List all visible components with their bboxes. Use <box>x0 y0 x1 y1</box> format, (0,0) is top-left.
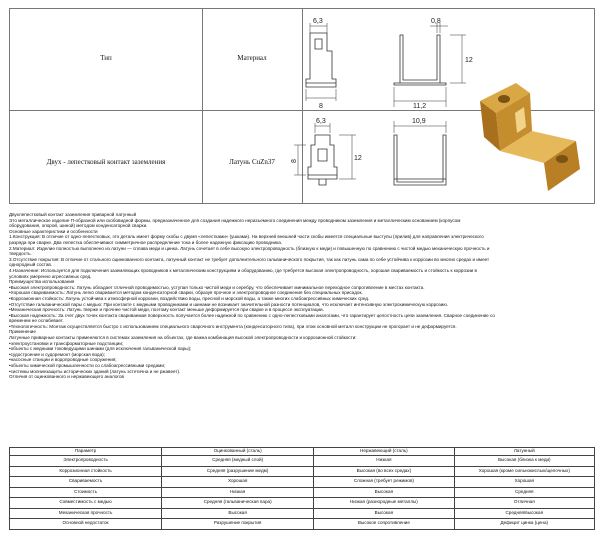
side-view-top <box>394 18 473 110</box>
description-line: •насосные станции и водопроводные сооружения; <box>9 357 117 363</box>
table-cell: Средняя <box>454 487 594 498</box>
table-row <box>10 519 595 530</box>
dim-h2-bottom: 12 <box>354 155 362 162</box>
dim-w1-top: 6,3 <box>313 18 323 25</box>
description-line: Отличия от оцинкованного и нержавеющего аналогов <box>9 374 124 380</box>
table-body <box>10 456 595 530</box>
front-view-bottom <box>291 118 362 185</box>
table-cell: Разрушение покрытия <box>162 519 314 530</box>
description-line: •объекты с медными токоведущими шинами (для исключения гальванической пары); <box>9 346 192 352</box>
table-cell: Высокая (близка к меди) <box>454 456 594 467</box>
technical-drawing <box>10 9 596 205</box>
table-cell: Основной недостаток <box>10 519 162 530</box>
table-cell: Высокая (во всех средах) <box>314 466 454 477</box>
col-brass: Латунный <box>454 448 594 456</box>
dim-h-top: 12 <box>465 57 473 64</box>
table-cell: Высокая <box>314 487 454 498</box>
table-cell: Хорошая <box>162 477 314 488</box>
description-line: разряда при сварке. Два лепестка обеспечивают симметричное распределение тока и более надежную фиксацию проводника. <box>9 239 283 245</box>
description-line: •Коррозионная стойкость: Латунь устойчива к атмосферной коррозии, воздействию воды, пресной и морской воды, а также многих слабоагрессивных химических сред. <box>9 295 370 301</box>
description-line: •Отсутствие гальванической пары с медью: При контакте с медными проводниками и шинами не возникает значительной разности потенциалов, что исключает интенсивную электрохимическую коррозию. <box>9 301 449 307</box>
col-param: Параметр <box>10 448 162 456</box>
description-line: временем не ослабевает. <box>9 318 64 324</box>
description-line: •судостроение и судоремонт (морская вода); <box>9 351 105 357</box>
header-table <box>9 8 595 204</box>
dim-w2-bottom: 10,9 <box>412 118 426 125</box>
description-line: условиях умеренно агрессивных сред. <box>9 273 92 279</box>
table-cell: Высокая <box>314 508 454 519</box>
table-cell: Средняя (гальваническая пара) <box>162 498 314 509</box>
table-cell: Средняя (разрушение медм) <box>162 466 314 477</box>
material-header: Материал <box>237 54 267 62</box>
table-cell: Средняя/высокая <box>454 508 594 519</box>
dim-w2-top: 0,8 <box>431 18 441 25</box>
front-view-top <box>306 18 336 110</box>
description-line: •Высокая надежность: За счет двух точек контакта свариваемая поверхность получается более надежной по сравнению с одно-лепестковыми аналогами, что гарантирует целостность цепи заземления. Сварное соединение со <box>9 312 495 318</box>
table-row <box>10 487 595 498</box>
side-view-bottom <box>394 118 446 185</box>
description-line: •электроустановки и трансформаторные подстанции; <box>9 340 124 346</box>
product-photo <box>480 83 580 191</box>
description-line: •Высокая электропроводность: Латунь обладает отличной проводимостью, уступая только чистой меди и серебру, что обеспечивает минимальное переходное сопротивление в местах контакта. <box>9 284 425 290</box>
description-line: Латунные приварные контакты применяются в системах заземления на объектах, где важна комбинация высокой электропроводности и коррозионной стойкости: <box>9 335 357 341</box>
description-line: Это металлическое изделие П-образной или скобовидной формы, предназначенное для создания надежного неразъемного соединения между проводником заземления и металлическим основанием (корпусом <box>9 217 461 223</box>
description-line: 4.Назначение: Используется для подключения заземляющих проводников к металлическим конструкциям и оборудованию, где требуется высокая электропроводность, хорошая свариваемость и стойкость к коррозии в <box>9 267 477 273</box>
table-cell: Коррозионная стойкость <box>10 466 162 477</box>
description-line: твердость. <box>9 251 32 257</box>
table-cell: Низкая <box>162 487 314 498</box>
table-row <box>10 477 595 488</box>
description-line: •объекты химической промышленности со слабоагрессивными средами; <box>9 363 166 369</box>
table-cell: Отличная <box>454 498 594 509</box>
col-galvanized: Оцинкованный (сталь) <box>162 448 314 456</box>
material-value: Латунь CuZn37 <box>229 158 275 166</box>
description-line: •системы молниезащиты исторических зданий (латунь эстетична и не ржавеет). <box>9 368 181 374</box>
table-cell: Совместимость с медью <box>10 498 162 509</box>
description <box>9 212 595 380</box>
table-row <box>10 456 595 467</box>
table-cell: Низкая <box>314 456 454 467</box>
description-line: Преимущества использования <box>9 279 75 285</box>
table-cell: Высокое сопротивление <box>314 519 454 530</box>
description-line: 2.Материал: Изделие полностью выполнено из латуни — сплава меди и цинка. Латунь сочетает в себе высокую электропроводность (близкую к меди) и повышенную по сравнению с чистой медью механическую прочность и <box>9 245 490 251</box>
table-cell: Сложная (требует режимов) <box>314 477 454 488</box>
type-value: Двух - лепестковый контакт заземления <box>46 158 166 166</box>
description-line: Применение <box>9 329 36 335</box>
table-cell: Дефицит цинка (цена) <box>454 519 594 530</box>
comparison-table <box>9 447 595 530</box>
table-cell: Стоимость <box>10 487 162 498</box>
table-cell: Механическая прочность <box>10 508 162 519</box>
table-cell: Свариваемость <box>10 477 162 488</box>
table-cell: Средняя (медный слой) <box>162 456 314 467</box>
dim-b1-top: 8 <box>319 103 323 110</box>
description-line: Основные характеристики и особенности <box>9 228 98 234</box>
description-title: Двухлепестковый контакт заземления приварной латунный <box>9 212 137 217</box>
table-cell: Низкая (разнородные металлы) <box>314 498 454 509</box>
description-line: оборудования, опорой, шиной) методом конденсаторной сварки. <box>9 223 148 229</box>
description-line: 1.Конструкция: В отличие от одно-лепестковых, это деталь имеет форму скобы с двумя «лепестками» (ушками). На верхней внешней части скобы имеется специальные выступы (прилив) для направления электрического <box>9 234 484 240</box>
table-cell: Высокая <box>162 508 314 519</box>
col-stainless: Нержавеющий (сталь) <box>314 448 454 456</box>
description-line: •Хорошая свариваемость: Латунь легко сваривается методом конденсаторной сварки, образуя прочное и электропроводное соединение без специальных присадок. <box>9 290 363 296</box>
table-row <box>10 508 595 519</box>
table-cell: Хорошая (кроме сильнокислых/щелочных) <box>454 466 594 477</box>
description-line: 3.Отсутствие покрытия: В отличие от стального оцинкованного контакта, латунный контакт не требует дополнительного гальванического покрытия, так как латунь сама по себе устойчива к коррозии во многих средах и имеет <box>9 256 490 262</box>
description-line: •Технологичность: Монтаж осуществляется быстро с использованием специального сварочного инструмента (конденсаторного типа), при этом основной металл конструкции не прогорает и не деформируется. <box>9 323 457 329</box>
dim-b2-top: 11,2 <box>413 103 427 110</box>
table-row <box>10 498 595 509</box>
description-lines <box>9 218 595 380</box>
description-line: однородный состав. <box>9 262 53 268</box>
table-row <box>10 466 595 477</box>
table-cell: Электропроводность <box>10 456 162 467</box>
table-header-row <box>10 448 595 456</box>
type-header: Тип <box>100 54 112 62</box>
dim-h1-bottom: 8 <box>291 159 298 163</box>
table-cell: Хорошая <box>454 477 594 488</box>
dim-w1-bottom: 6,3 <box>316 118 326 125</box>
description-line: •Механическая прочность: Латунь тверже и прочнее чистой меди, поэтому контакт меньше деформируется при сварке и в процессе эксплуатации. <box>9 307 324 313</box>
